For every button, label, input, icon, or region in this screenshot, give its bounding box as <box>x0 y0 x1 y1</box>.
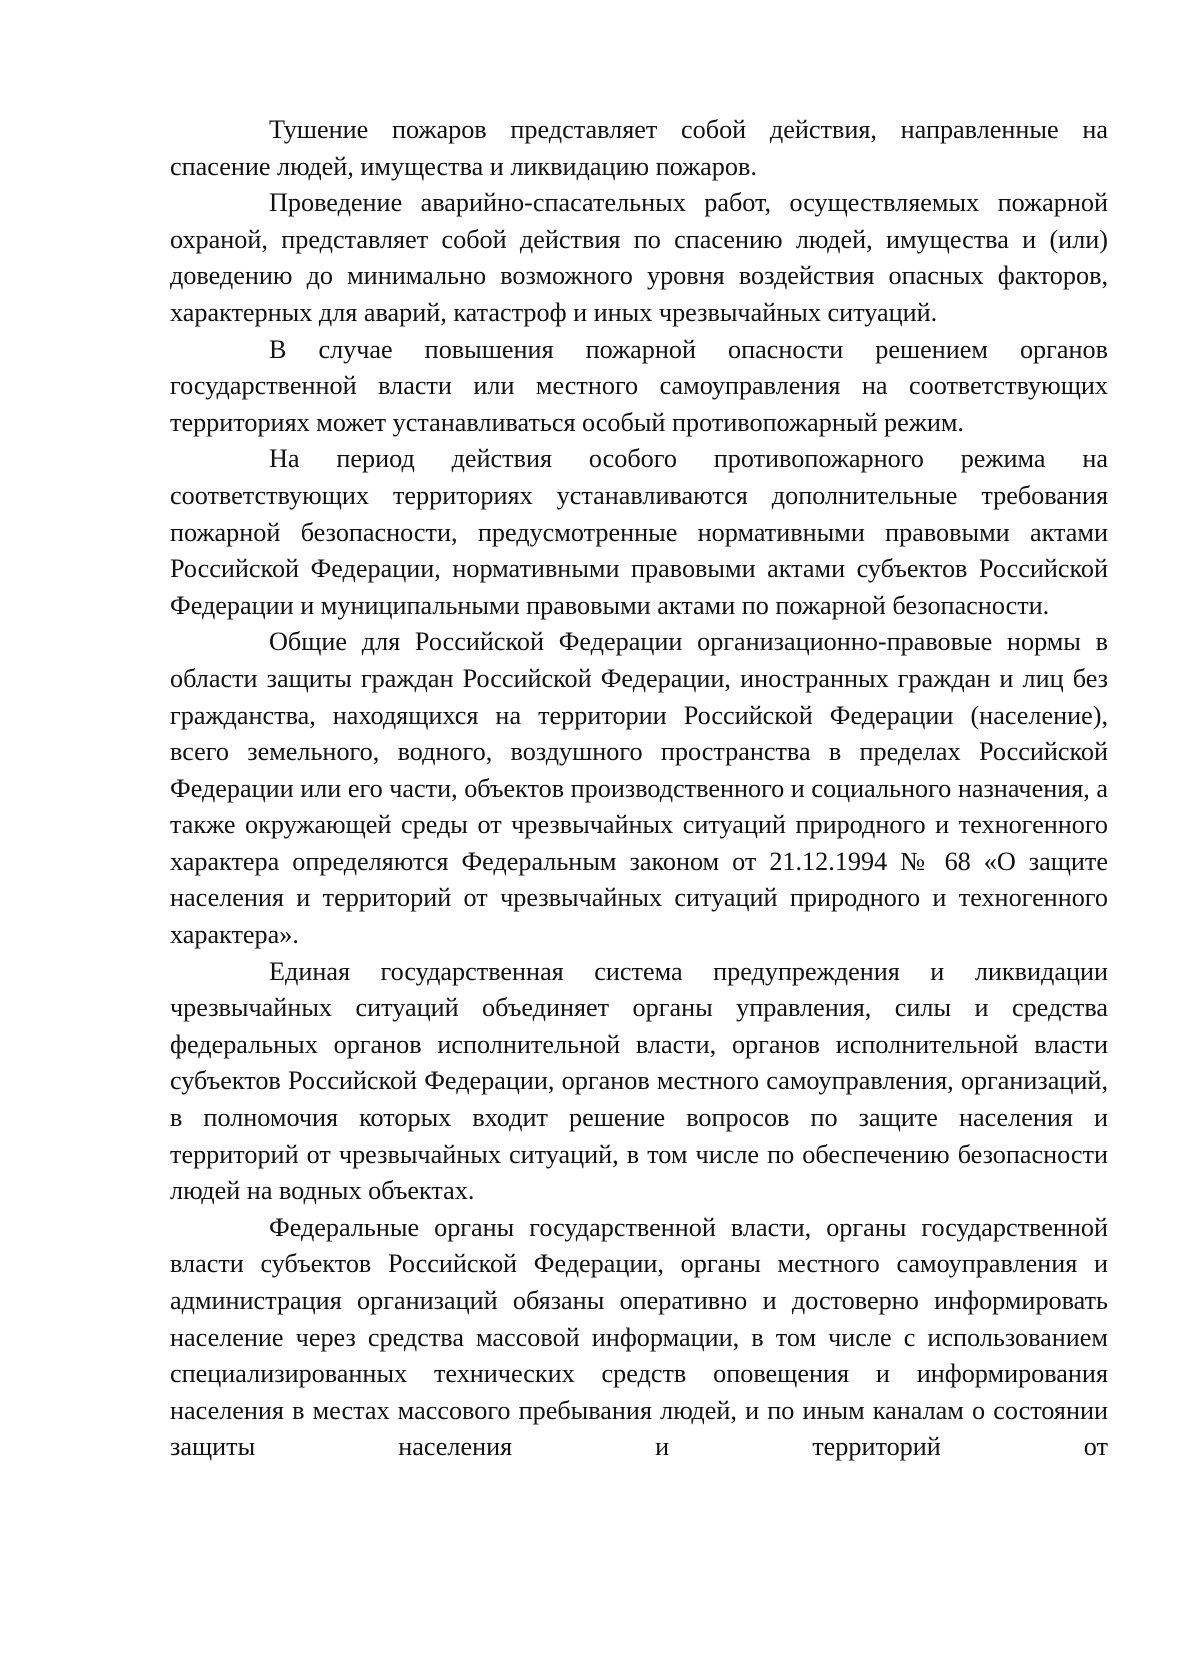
paragraph-legal-norms: Общие для Российской Федерации организационно-правовые нормы в области защиты граждан Российской Федерации, иностранных граждан и лиц без гражданства, находящихся на территории Российской Федерации (население), всего земельного, водного, воздушного пространства в пределах Российской Федерации или его части, объектов производственного и социального назначения, а также окружающей среды от чрезвычайных ситуаций природного и техногенного характера определяются Федеральным законом от 21.12.1994 № 68 «О защите населения и территорий от чрезвычайных ситуаций природного и техногенного характера». <box>170 627 1108 950</box>
paragraph-rescue-operations: Проведение аварийно-спасательных работ, осуществляемых пожарной охраной, представляет собой действия по спасению людей, имущества и (или) доведению до минимально возможного уровня воздействия опасных факторов, характерных для аварий, катастроф и иных чрезвычайных ситуаций. <box>170 188 1108 327</box>
paragraph-additional-requirements: На период действия особого противопожарного режима на соответствующих территориях устанавливаются дополнительные требования пожарной безопасности, предусмотренные нормативными правовыми актами Российской Федерации, нормативными правовыми актами субъектов Российской Федерации и муниципальными правовыми актами по пожарной безопасности. <box>170 444 1108 620</box>
paragraph-unified-state-system: Единая государственная система предупреждения и ликвидации чрезвычайных ситуаций объединяет органы управления, силы и средства федеральных органов исполнительной власти, органов исполнительной власти субъектов Российской Федерации, органов местного самоуправления, организаций, в полномочия которых входит решение вопросов по защите населения и территорий от чрезвычайных ситуаций, в том числе по обеспечению безопасности людей на водных объектах. <box>170 956 1108 1206</box>
paragraph-fire-extinguishing: Тушение пожаров представляет собой действия, направленные на спасение людей, имущества и ликвидацию пожаров. <box>170 115 1108 181</box>
paragraph-public-information: Федеральные органы государственной власти, органы государственной власти субъектов Российской Федерации, органы местного самоуправления и администрация организаций обязаны оперативно и достоверно информировать население через средства массовой информации, в том числе с использованием специализированных технических средств оповещения и информирования населения в местах массового пребывания людей, и по иным каналам о состоянии защиты населения и территорий от <box>170 1212 1108 1462</box>
paragraph-special-fire-regime: В случае повышения пожарной опасности решением органов государственной власти или местного самоуправления на соответствующих территориях может устанавливаться особый противопожарный режим. <box>170 334 1108 437</box>
document-body <box>170 112 1108 1466</box>
